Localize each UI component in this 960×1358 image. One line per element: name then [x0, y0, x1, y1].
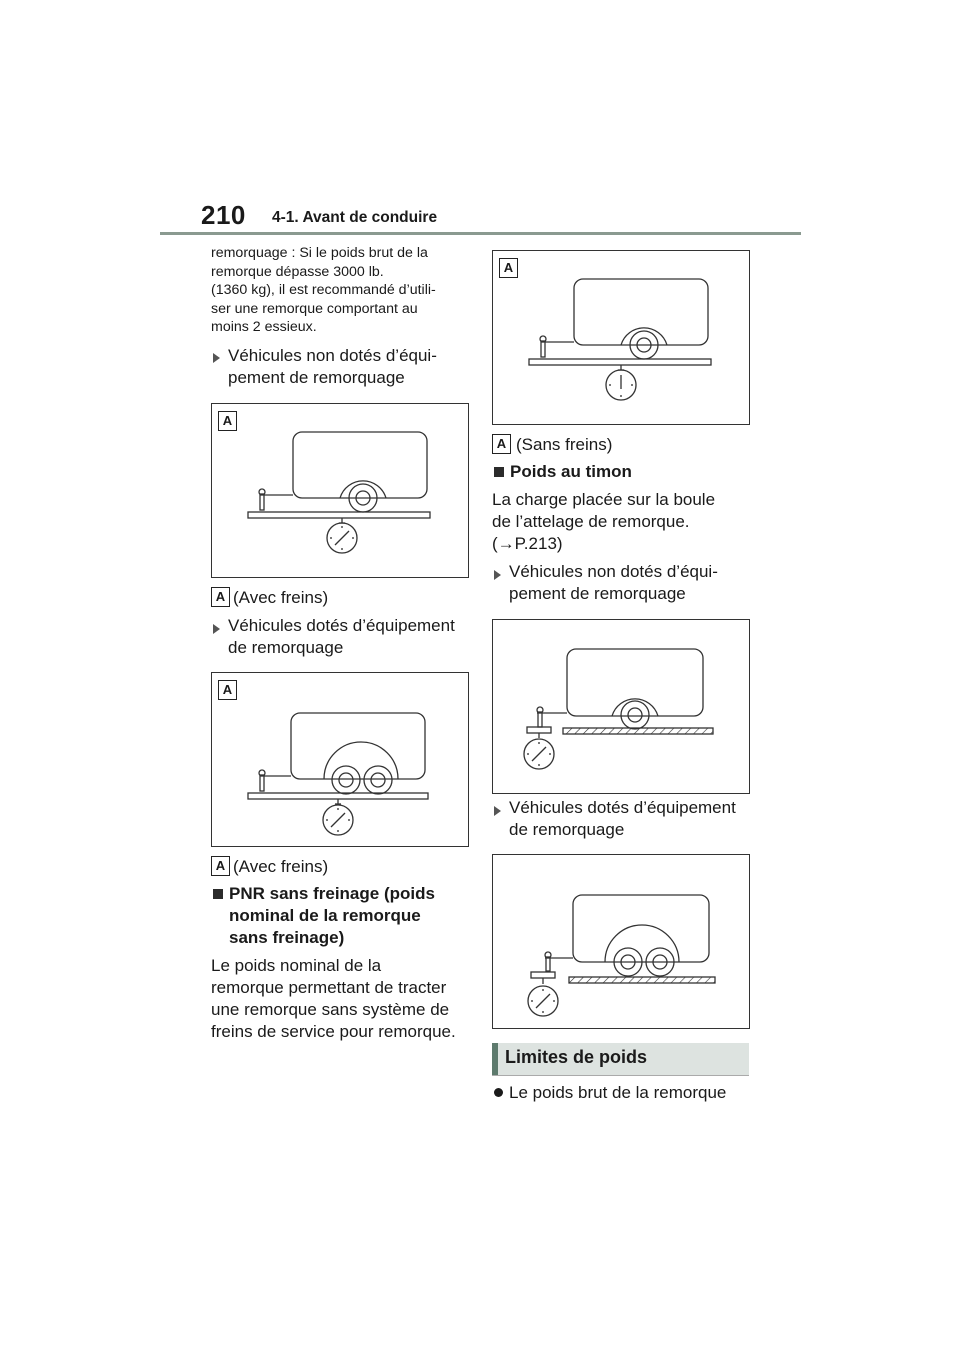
legend-label-a: A: [211, 587, 230, 607]
figure-tongue-weight-double-axle: [492, 854, 750, 1029]
bullet-gross-trailer-weight: Le poids brut de la remorque: [509, 1083, 727, 1102]
text-line: (1360 kg), il est recommandé d’utili-: [211, 282, 436, 298]
text-line: remorquage : Si le poids brut de la: [211, 245, 428, 261]
text-line: pement de remorquage: [509, 584, 686, 603]
figure-trailer-no-brakes: [492, 250, 750, 425]
heading-pnr-unbraked: [229, 883, 435, 949]
text-line: remorque dépasse 3000 lb.: [211, 263, 384, 280]
intro-paragraph: [211, 244, 471, 337]
figure-trailer-double-axle: [211, 672, 469, 847]
text-line: pement de remorquage: [228, 368, 405, 387]
figure-tongue-weight-single-axle: [492, 619, 750, 794]
legend-label-a: A: [492, 434, 511, 454]
round-bullet-icon: [494, 1088, 503, 1097]
header-divider: [160, 232, 801, 235]
square-bullet-icon: [494, 467, 504, 477]
legend-label-a: A: [211, 856, 230, 876]
trailer-illustration: [212, 404, 468, 577]
text-line: Véhicules non dotés d’équi-: [509, 562, 718, 581]
bullet-with-equipment: [228, 615, 455, 659]
text-line: nominal de la remorque: [229, 906, 421, 925]
arrow-bullet-icon: [213, 353, 220, 363]
pnr-paragraph: [211, 955, 456, 1043]
section-title: 4-1. Avant de conduire: [272, 209, 438, 226]
arrow-bullet-icon: [213, 624, 220, 634]
heading-tongue-weight: Poids au timon: [510, 462, 632, 481]
figure-label-a: A: [218, 680, 237, 700]
text-line: de remorquage: [228, 638, 344, 657]
tongue-weight-paragraph: [492, 489, 715, 555]
text-line: de remorquage: [509, 820, 625, 839]
arrow-bullet-icon: [494, 806, 501, 816]
arrow-bullet-icon: [494, 570, 501, 580]
text-line: Véhicules dotés d’équipement: [509, 798, 736, 817]
text-line: sans freinage): [229, 928, 345, 947]
text-line: PNR sans freinage (poids: [229, 884, 435, 903]
figure-trailer-single-axle: [211, 403, 469, 578]
text-line: de l’attelage de remorque.: [492, 512, 690, 531]
caption-with-brakes: (Avec freins): [233, 857, 329, 876]
trailer-illustration: [493, 855, 749, 1028]
trailer-illustration: [493, 251, 749, 424]
text-line: Véhicules dotés d’équipement: [228, 616, 455, 635]
bullet-with-equipment: [509, 797, 736, 841]
bullet-no-equipment: [228, 345, 437, 389]
heading-underline: [492, 1075, 749, 1076]
weight-limits-heading: [492, 1043, 749, 1075]
caption-no-brakes: (Sans freins): [516, 435, 613, 454]
page-number: 210: [201, 200, 246, 230]
page-reference-link[interactable]: (→P.213): [492, 534, 563, 553]
trailer-illustration: [493, 620, 749, 793]
trailer-illustration: [212, 673, 468, 846]
heading-text: Limites de poids: [505, 1047, 648, 1067]
text-line: ser une remorque comportant au: [211, 300, 418, 317]
figure-label-a: A: [218, 411, 237, 431]
text-line: une remorque sans système de: [211, 1000, 450, 1019]
square-bullet-icon: [213, 889, 223, 899]
caption-with-brakes: (Avec freins): [233, 588, 329, 607]
text-line: Le poids nominal de la: [211, 956, 382, 975]
text-line: La charge placée sur la boule: [492, 490, 716, 509]
text-line: moins 2 essieux.: [211, 319, 317, 335]
bullet-no-equipment: [509, 561, 718, 605]
text-line: remorque permettant de tracter: [211, 978, 447, 997]
text-line: Véhicules non dotés d’équi-: [228, 346, 437, 365]
heading-accent-bar: [492, 1043, 498, 1075]
figure-label-a: A: [499, 258, 518, 278]
text-line: freins de service pour remorque.: [211, 1022, 456, 1041]
